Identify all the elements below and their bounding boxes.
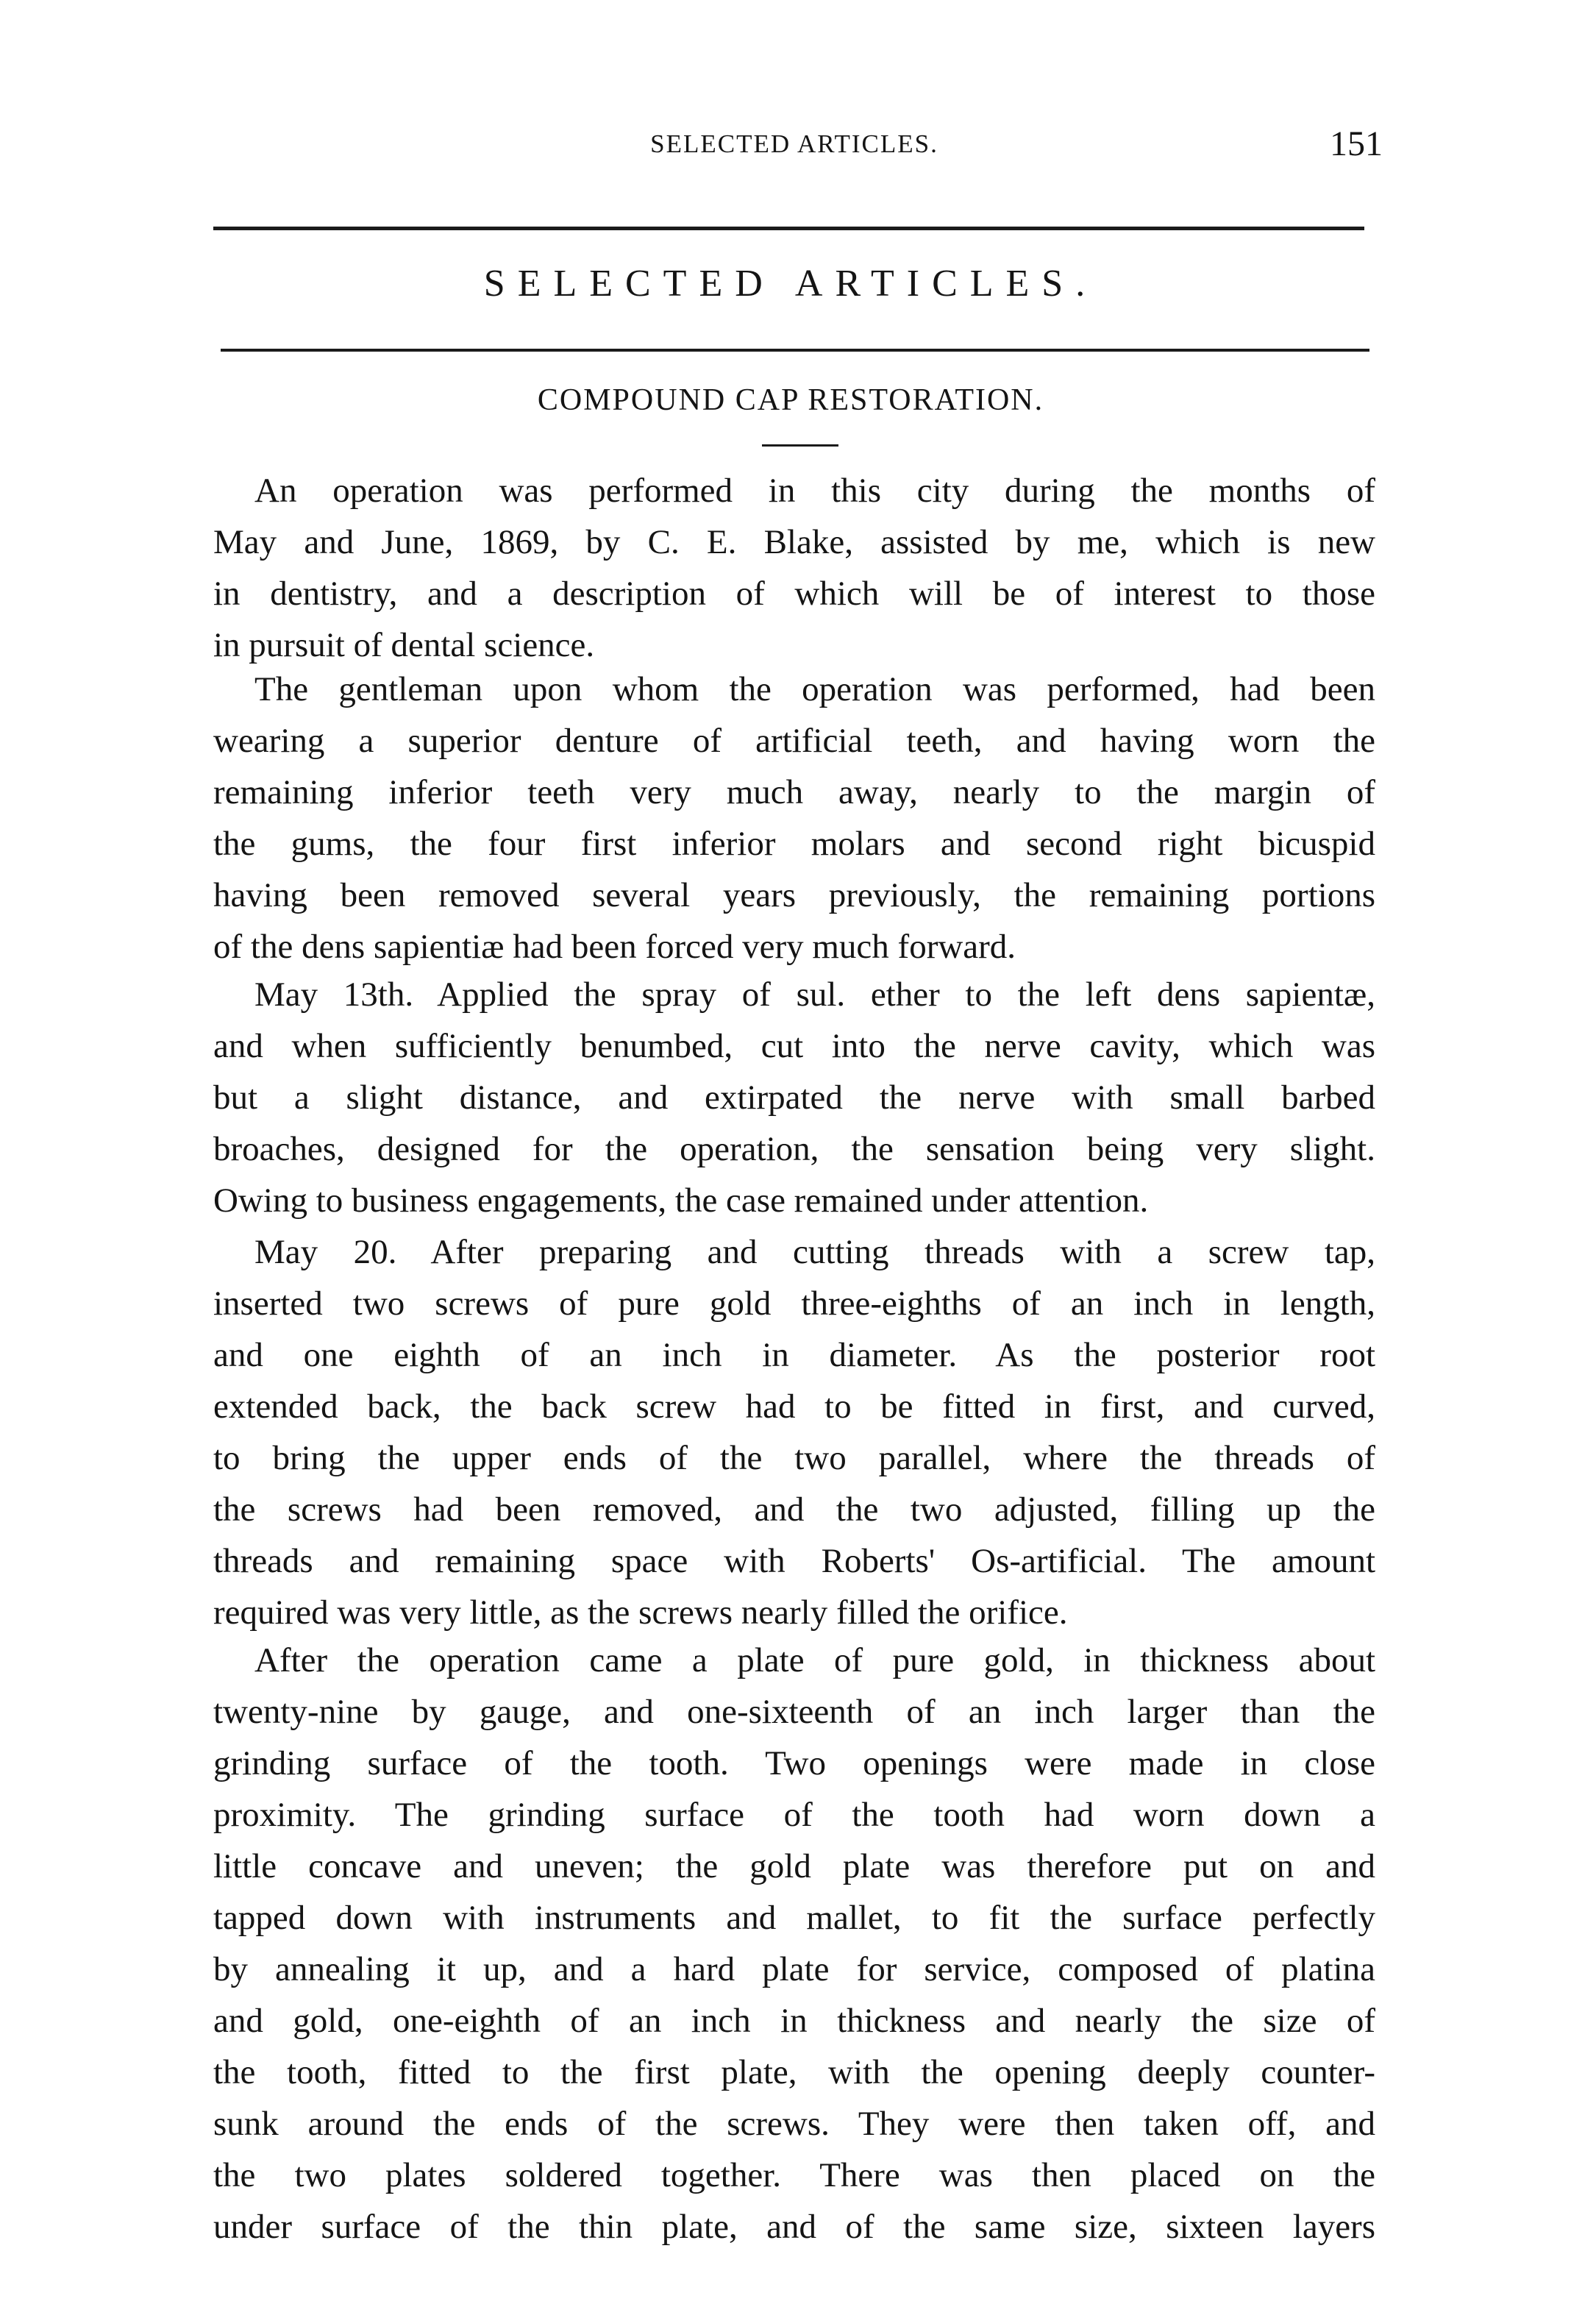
body-line: to bring the upper ends of the two parallel, where the threads of [213,1439,1375,1477]
body-line: broaches, designed for the operation, the sensation being very slight. [213,1130,1375,1168]
section-title: SELECTED ARTICLES. [483,263,1098,305]
body-line: in pursuit of dental science. [213,626,595,664]
body-line: the screws had been removed, and the two adjusted, filling up the [213,1490,1375,1529]
running-head [206,124,1383,168]
running-title: SELECTED ARTICLES. [650,129,938,158]
body-line: May 13th. Applied the spray of sul. ether to the left dens sapientæ, [254,975,1375,1014]
body-line: The gentleman upon whom the operation was performed, had been [254,670,1375,708]
body-line: of the dens sapientiæ had been forced very much forward. [213,928,1016,966]
body-line: sunk around the ends of the screws. They were then taken off, and [213,2105,1375,2143]
title-underline [762,444,838,447]
body-line: wearing a superior denture of artificial teeth, and having worn the [213,722,1375,760]
body-line: and gold, one-eighth of an inch in thickness and nearly the size of [213,2002,1375,2040]
body-line: under surface of the thin plate, and of the same size, sixteen layers [213,2208,1375,2246]
body-line: May 20. After preparing and cutting threads with a screw tap, [254,1233,1375,1271]
body-line: having been removed several years previously, the remaining portions [213,876,1375,914]
section-rule [221,349,1369,352]
body-line: extended back, the back screw had to be fitted in first, and curved, [213,1387,1375,1426]
page-number: 151 [1330,124,1383,163]
body-line: tapped down with instruments and mallet, to fit the surface perfectly [213,1899,1375,1937]
body-line: An operation was performed in this city during the months of [254,472,1375,510]
body-line: required was very little, as the screws nearly filled the orifice. [213,1593,1068,1632]
body-line: and when sufficiently benumbed, cut into the nerve cavity, which was [213,1027,1375,1065]
body-line: the tooth, fitted to the first plate, with the opening deeply counter- [213,2053,1375,2091]
top-rule [213,227,1364,230]
body-line: by annealing it up, and a hard plate for service, composed of platina [213,1950,1375,1988]
body-line: in dentistry, and a description of which will be of interest to those [213,575,1375,613]
body-line: Owing to business engagements, the case remained under attention. [213,1181,1149,1220]
body-line: twenty-nine by gauge, and one-sixteenth of an inch larger than the [213,1693,1375,1731]
body-line: remaining inferior teeth very much away, nearly to the margin of [213,773,1375,811]
body-line: grinding surface of the tooth. Two openings were made in close [213,1744,1375,1782]
article-title: COMPOUND CAP RESTORATION. [537,383,1044,417]
body-line: inserted two screws of pure gold three-eighths of an inch in length, [213,1284,1375,1323]
body-line: proximity. The grinding surface of the tooth had worn down a [213,1796,1375,1834]
body-line: little concave and uneven; the gold plate was therefore put on and [213,1847,1375,1885]
body-line: May and June, 1869, by C. E. Blake, assisted by me, which is new [213,523,1375,561]
body-line: threads and remaining space with Roberts' Os-artificial. The amount [213,1542,1375,1580]
body-line: and one eighth of an inch in diameter. As the posterior root [213,1336,1375,1374]
body-line: but a slight distance, and extirpated the nerve with small barbed [213,1078,1375,1117]
body-line: the gums, the four first inferior molars and second right bicuspid [213,825,1375,863]
body-line: After the operation came a plate of pure gold, in thickness about [254,1641,1375,1679]
body-line: the two plates soldered together. There was then placed on the [213,2156,1375,2194]
